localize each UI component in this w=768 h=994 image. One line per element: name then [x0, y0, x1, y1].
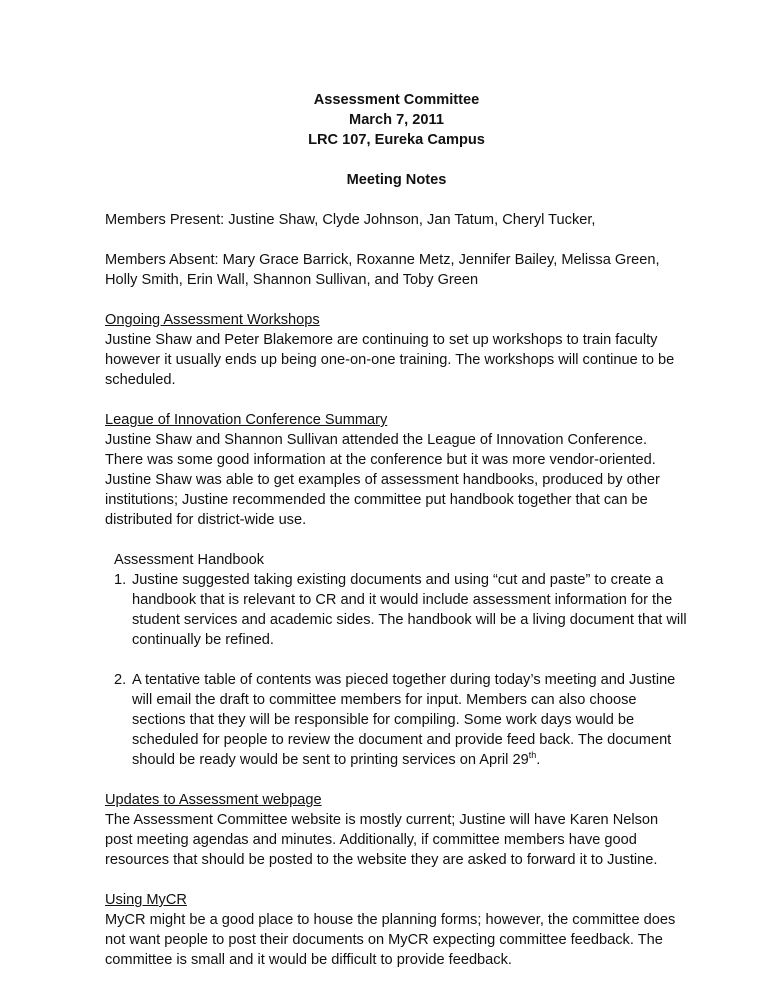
section-body: MyCR might be a good place to house the planning forms; however, the committee does not want people to post their documents on MyCR expecting committee feedback. The committee is small and it would be difficult to provide feedback. [105, 912, 676, 968]
members-present: Members Present: Justine Shaw, Clyde Johnson, Jan Tatum, Cheryl Tucker, [105, 212, 596, 228]
section-league [105, 410, 688, 530]
list-item [114, 570, 688, 650]
list-text: A tentative table of contents was pieced together during today’s meeting and Justine will email the draft to committee members for input. Members can also choose sections that they will be responsible for compiling. Some work days would be scheduled for people to review the document and provide feed back. The document should be ready would be sent to printing services on April 29 [132, 672, 676, 768]
handbook-list [105, 570, 688, 770]
meeting-location: LRC 107, Eureka Campus [308, 132, 485, 148]
section-handbook [105, 550, 688, 770]
section-body: The Assessment Committee website is mostly current; Justine will have Karen Nelson post meeting agendas and minutes. Additionally, if committee members have good resources that should be posted to the website they are asked to forward it to Justine. [105, 812, 659, 868]
section-heading: Ongoing Assessment Workshops [105, 312, 320, 328]
section-body: Justine Shaw and Shannon Sullivan attended the League of Innovation Conference. There was some good information at the conference but it was more vendor-oriented. Justine Shaw was able to get examples of assessment handbooks, produced by other institutions; Justine recommended the committee put handbook together that can be distributed for district-wide use. [105, 432, 660, 528]
meeting-date: March 7, 2011 [349, 112, 444, 128]
list-text-end: . [536, 752, 541, 768]
section-heading: League of Innovation Conference Summary [105, 412, 388, 428]
document-header [105, 90, 688, 150]
list-text: Justine suggested taking existing documents and using “cut and paste” to create a handbook that is relevant to CR and it would include assessment information for the student services and academic sides. The handbook will be a living document that will continually be refined. [132, 572, 687, 648]
section-body: Justine Shaw and Peter Blakemore are continuing to set up workshops to train faculty however it usually ends up being one-on-one training. The workshops will continue to be scheduled. [105, 332, 675, 388]
section-webpage [105, 790, 688, 870]
section-workshops [105, 310, 688, 390]
list-number: 1. [114, 572, 127, 588]
section-heading: Using MyCR [105, 892, 187, 908]
list-item [114, 670, 688, 770]
section-heading: Updates to Assessment webpage [105, 792, 322, 808]
meeting-notes-title: Meeting Notes [346, 172, 447, 188]
handbook-title: Assessment Handbook [114, 552, 265, 568]
committee-title: Assessment Committee [313, 92, 480, 108]
list-number: 2. [114, 672, 127, 688]
ordinal-suffix: th [528, 750, 537, 761]
section-mycr [105, 890, 688, 970]
members-absent: Members Absent: Mary Grace Barrick, Roxanne Metz, Jennifer Bailey, Melissa Green, Holly Smith, Erin Wall, Shannon Sullivan, and Toby Green [105, 252, 660, 288]
